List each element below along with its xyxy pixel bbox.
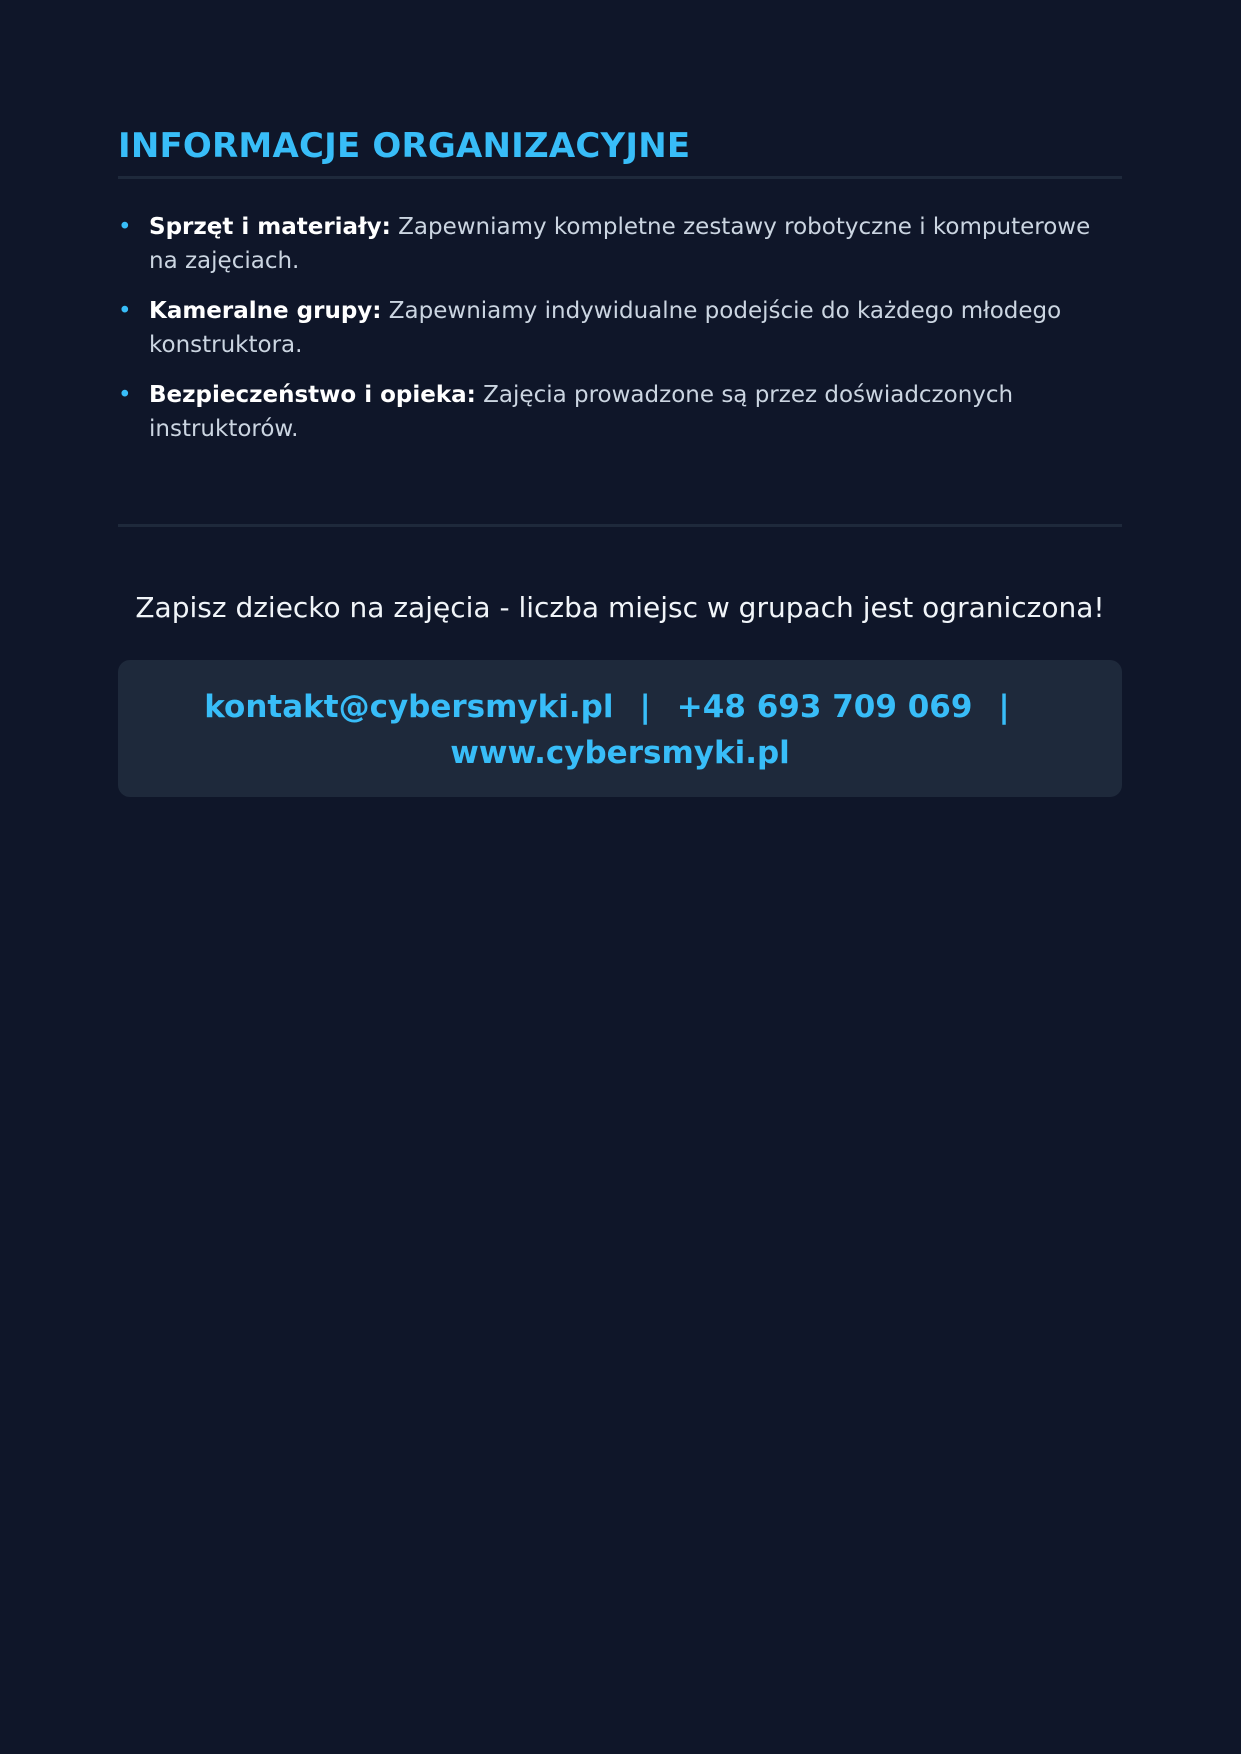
title-underline: [118, 176, 1122, 179]
call-to-action: Zapisz dziecko na zajęcia - liczba miejsc w grupach jest ograniczona!: [135, 591, 1105, 624]
bullet-icon: •: [118, 214, 132, 240]
item-text: Zapewniamy indywidualne podejście do każdego młodego konstruktora.: [149, 298, 1062, 358]
contact-phone-link[interactable]: +48 693 709 069: [676, 689, 973, 725]
section-divider: [118, 524, 1122, 527]
bullet-icon: •: [118, 298, 132, 324]
item-text: Zajęcia prowadzone są przez doświadczonych instruktorów.: [149, 382, 1014, 442]
contact-website-link[interactable]: www.cybersmyki.pl: [450, 735, 790, 771]
list-item: [118, 294, 1122, 362]
contact-email-link[interactable]: kontakt@cybersmyki.pl: [204, 689, 614, 725]
list-item: [118, 210, 1122, 278]
info-list: [118, 210, 1122, 462]
item-label: Sprzęt i materiały:: [149, 214, 391, 240]
contact-separator: |: [998, 689, 1010, 725]
list-item: [118, 378, 1122, 446]
item-label: Bezpieczeństwo i opieka:: [149, 382, 476, 408]
bullet-icon: •: [118, 382, 132, 408]
contact-separator: |: [639, 689, 651, 725]
item-text: Zapewniamy kompletne zestawy robotyczne i komputerowe na zajęciach.: [149, 214, 1091, 274]
section-title: INFORMACJE ORGANIZACYJNE: [118, 126, 691, 166]
contact-box: [118, 660, 1122, 797]
item-label: Kameralne grupy:: [149, 298, 382, 324]
